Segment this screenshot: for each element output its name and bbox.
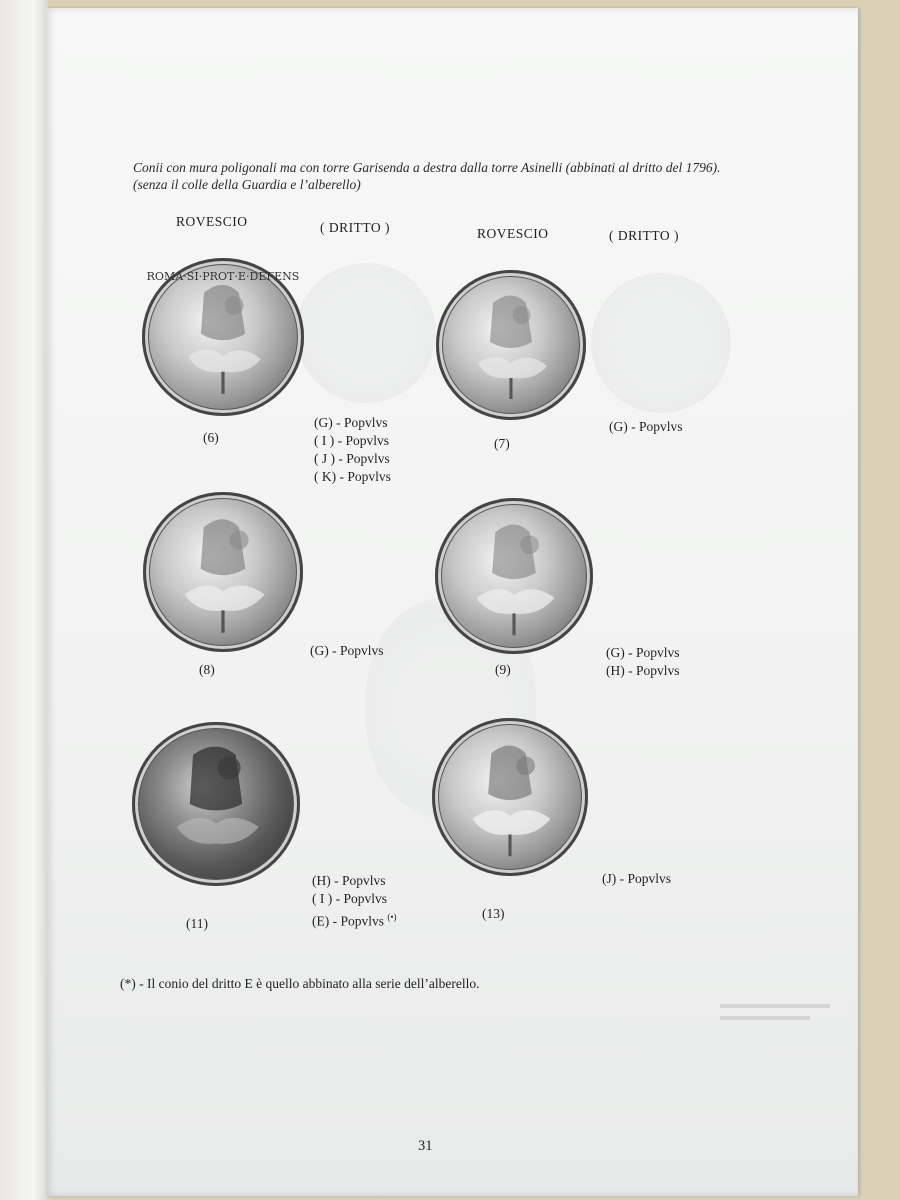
coin-number-11: (11) xyxy=(186,916,208,931)
coin-image-13 xyxy=(432,718,588,876)
dies-list-11 xyxy=(312,872,397,931)
coin-image-8 xyxy=(143,492,303,652)
footnote-marker: (•) xyxy=(387,912,397,922)
show-through-text xyxy=(720,1000,830,1030)
die-entry: (G) - Popvlvs xyxy=(314,415,388,430)
page-number: 31 xyxy=(418,1138,433,1154)
show-through-circle xyxy=(591,273,731,413)
madonna-relief-icon xyxy=(143,492,303,652)
coin-image-11 xyxy=(132,722,300,886)
die-entry: (H) - Popvlvs xyxy=(312,873,386,888)
header-rovescio-right: ROVESCIO xyxy=(477,226,549,241)
die-entry xyxy=(312,908,397,931)
header-dritto-right: ( DRITTO ) xyxy=(609,228,679,243)
header-dritto-left: ( DRITTO ) xyxy=(320,220,390,235)
die-entry: ( K) - Popvlvs xyxy=(314,469,391,484)
left-page-edge xyxy=(0,0,48,1200)
die-entry: (J) - Popvlvs xyxy=(602,871,672,886)
dies-list-7 xyxy=(609,418,683,436)
coin-number-7: (7) xyxy=(494,436,510,451)
dies-list-8 xyxy=(310,642,384,660)
madonna-relief-icon xyxy=(142,258,304,416)
intro-caption: Conii con mura poligonali ma con torre Garisenda a destra dalla torre Asinelli (abbinati al dritto del 1796). (senza il colle della Guardia e l’alberello) xyxy=(133,160,721,192)
coin-image-7 xyxy=(436,270,586,420)
coin-number-8: (8) xyxy=(199,662,215,677)
madonna-relief-icon xyxy=(432,718,588,876)
die-entry: ( I ) - Popvlvs xyxy=(314,433,389,448)
madonna-relief-icon xyxy=(436,270,586,420)
madonna-relief-icon xyxy=(435,498,593,654)
dies-list-9 xyxy=(606,644,680,680)
footnote: (*) - Il conio del dritto E è quello abbinato alla serie dell’alberello. xyxy=(120,976,480,991)
show-through-circle xyxy=(296,263,436,403)
die-entry: (G) - Popvlvs xyxy=(606,645,680,660)
die-entry-text: (E) - Popvlvs xyxy=(312,913,384,929)
coin-number-13: (13) xyxy=(482,906,505,921)
dies-list-6 xyxy=(314,414,391,486)
coin-image-6 xyxy=(142,258,304,416)
die-entry: ( I ) - Popvlvs xyxy=(312,891,387,906)
svg-text:ROMA·SI·PROT·E·DEFENS: ROMA·SI·PROT·E·DEFENS xyxy=(146,270,300,284)
coin-number-9: (9) xyxy=(495,662,511,677)
header-rovescio-left: ROVESCIO xyxy=(176,214,248,229)
die-entry: (H) - Popvlvs xyxy=(606,663,680,678)
madonna-relief-icon xyxy=(132,722,300,886)
die-entry: (G) - Popvlvs xyxy=(310,643,384,658)
die-entry: ( J ) - Popvlvs xyxy=(314,451,390,466)
coin-number-6: (6) xyxy=(203,430,219,445)
dies-list-13 xyxy=(602,870,671,888)
die-entry: (G) - Popvlvs xyxy=(609,419,683,434)
coin-image-9 xyxy=(435,498,593,654)
